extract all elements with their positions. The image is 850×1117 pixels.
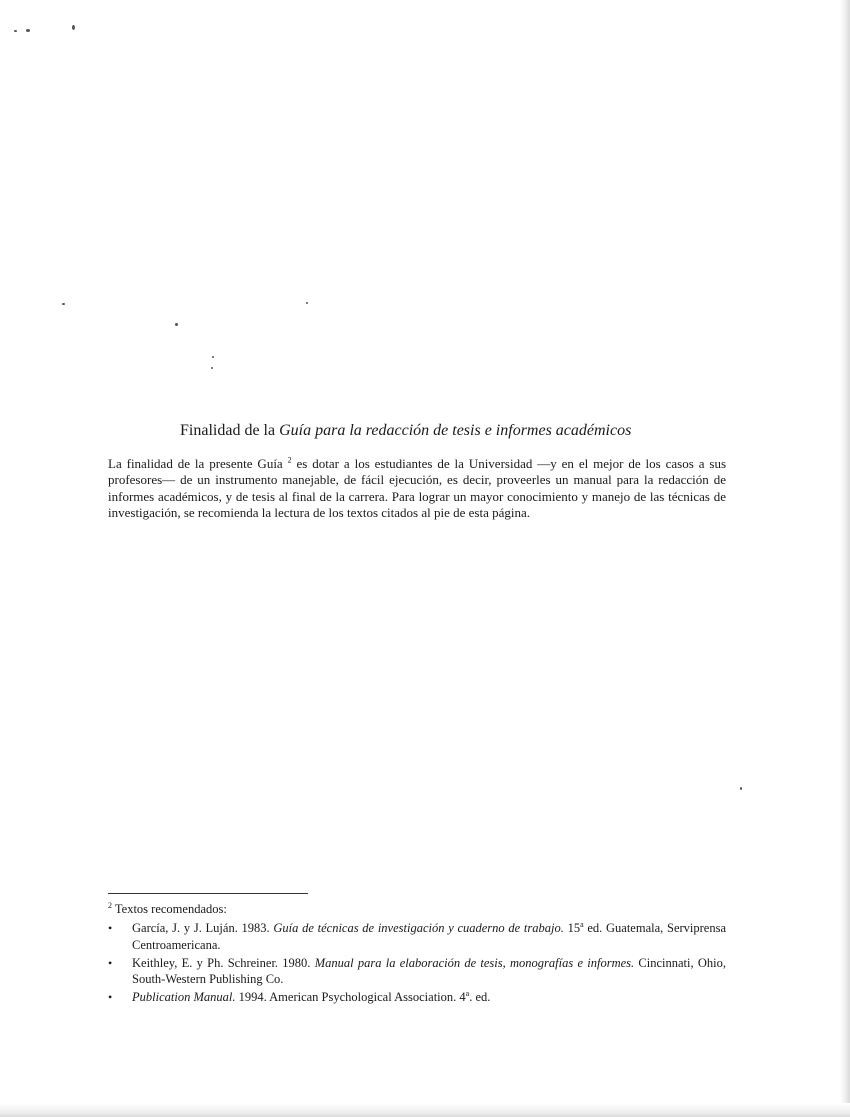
reference-item (108, 989, 726, 1005)
reference-item (108, 920, 726, 953)
scan-speck (62, 303, 65, 305)
scan-speck (26, 29, 30, 32)
scan-speck (14, 30, 17, 32)
footnote-heading (108, 901, 726, 917)
scan-speck (72, 25, 75, 30)
reference-title: Manual para la elaboración de tesis, monografías e informes. (314, 955, 635, 970)
page-title (180, 420, 700, 442)
scan-speck (306, 302, 308, 304)
page-edge-right (840, 0, 850, 1117)
reference-title: Guía de técnicas de investigación y cuaderno de trabajo. (273, 921, 564, 936)
intro-paragraph (108, 456, 726, 521)
page-edge-bottom (0, 1103, 850, 1117)
bullet-icon: • (108, 955, 113, 970)
footnote-number: 2 (108, 900, 112, 910)
scan-speck (175, 323, 178, 326)
reference-edition-sup: a (465, 989, 470, 999)
paragraph-start: La finalidad de la presente Guía (108, 456, 288, 471)
reference-title: Publication Manual. (132, 990, 236, 1005)
reference-list (108, 920, 726, 1005)
reference-author: García, J. y J. Luján. 1983. (132, 921, 274, 936)
footnote-heading-text: Textos recomendados: (112, 902, 227, 916)
reference-author: Keithley, E. y Ph. Schreiner. 1980. (132, 955, 315, 970)
reference-item (108, 955, 726, 988)
footnote-reference: 2 (287, 455, 292, 465)
paragraph-rest: es dotar a los estudiantes de la Universidad —y en el mejor de los casos a sus profesores— de un instrumento manejable, de fácil ejecución, es decir, proveerles un manual para la redacción de informes académicos, y de tesis al final de la carrera. Para lograr un mayor conocimiento y manejo de las técnicas de investigación, se recomienda la lectura de los textos citados al pie de esta página. (108, 456, 726, 520)
bullet-icon: • (108, 921, 113, 936)
reference-edition: 15 (563, 921, 581, 936)
footnote-divider (108, 893, 308, 894)
scan-speck (211, 367, 213, 369)
footnotes (108, 901, 726, 1008)
title-italic: Guía para la redacción de tesis e informes académicos (279, 422, 632, 439)
reference-edition-suffix: . ed. (469, 990, 491, 1005)
reference-publisher: 1994. American Psychological Association. 4 (235, 990, 466, 1005)
title-prefix: Finalidad de la (180, 422, 280, 439)
bullet-icon: • (108, 990, 113, 1005)
reference-edition-sup: a (580, 920, 584, 930)
reference-publisher: ed. Guatemala, Serviprensa Centroamericana. (132, 921, 726, 952)
reference-publisher: Cincinnati, Ohio, South-Western Publishing Co. (132, 955, 727, 987)
scan-speck (740, 787, 742, 790)
scan-speck (212, 356, 214, 358)
